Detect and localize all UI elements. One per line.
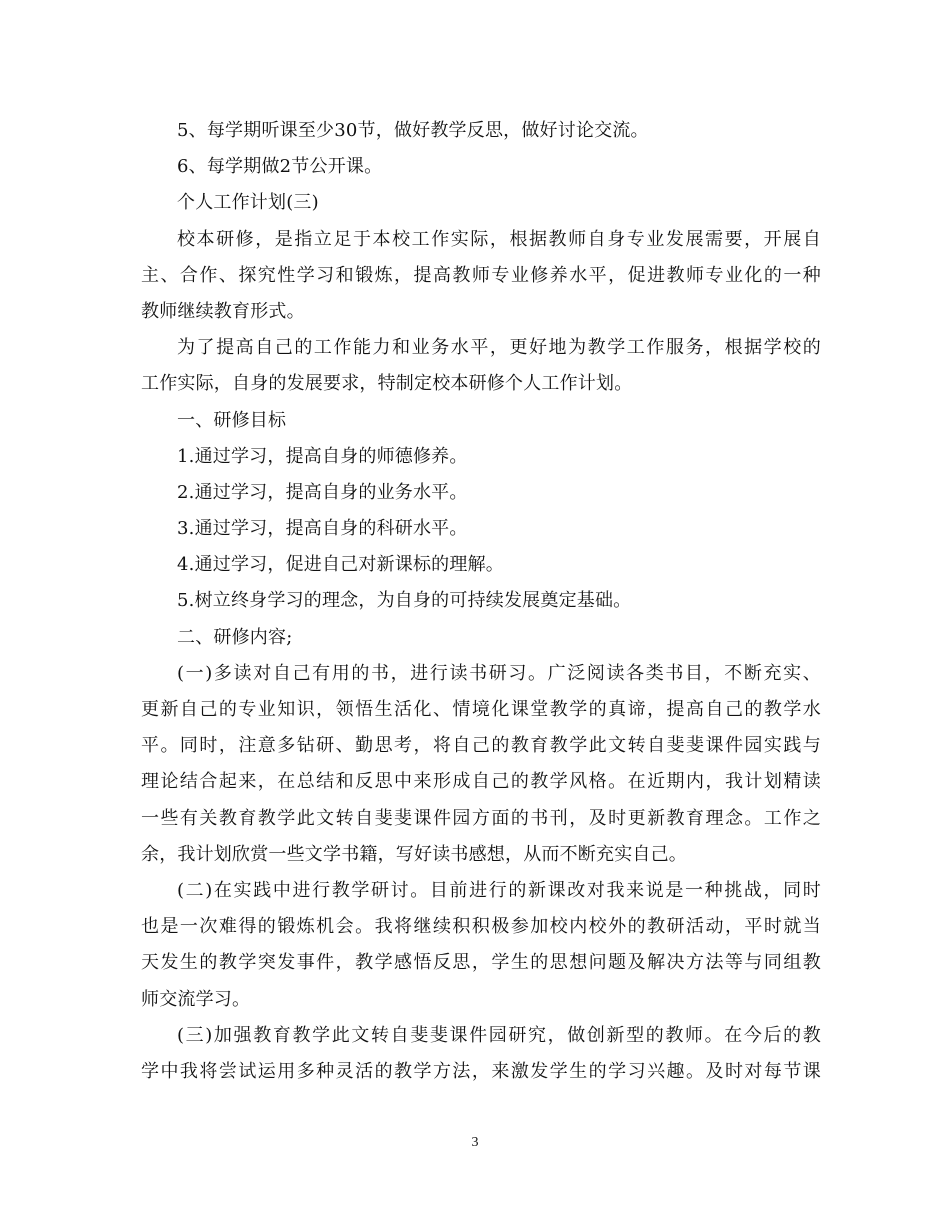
paragraph-line: 校本研修，是指立足于本校工作实际，根据教师自身专业发展需要，开展自	[177, 228, 821, 250]
document-body	[141, 113, 821, 1090]
paragraph-line: 余，我计划欣赏一些文学书籍，写好读书感想，从而不断充实自己。	[141, 843, 687, 865]
section-heading: 一、研修目标	[177, 409, 287, 431]
paragraph-line: 天发生的教学突发事件，教学感悟反思，学生的思想问题及解决方法等与同组教	[141, 952, 821, 974]
paragraph-line: 5、每学期听课至少30节，做好教学反思，做好讨论交流。	[177, 120, 649, 141]
paragraph-line: 主、合作、探究性学习和锻炼，提高教师专业修养水平，促进教师专业化的一种	[141, 264, 821, 286]
paragraph-line: 工作实际，自身的发展要求，特制定校本研修个人工作计划。	[141, 373, 633, 395]
paragraph-line: (三)加强教育教学此文转自斐斐课件园研究，做创新型的教师。在今后的教	[177, 1024, 821, 1046]
list-item: 2.通过学习，提高自身的业务水平。	[177, 481, 468, 503]
section-heading: 个人工作计划(三)	[177, 192, 319, 214]
section-heading: 二、研修内容;	[177, 626, 293, 648]
paragraph-line: 为了提高自己的工作能力和业务水平，更好地为教学工作服务，根据学校的	[177, 337, 821, 359]
list-item: 4.通过学习，促进自己对新课标的理解。	[177, 554, 504, 576]
paragraph-line: 学中我将尝试运用多种灵活的教学方法，来激发学生的学习兴趣。及时对每节课	[141, 1060, 821, 1082]
paragraph-line: (二)在实践中进行教学研讨。目前进行的新课改对我来说是一种挑战，同时	[177, 879, 821, 901]
paragraph-line: 师交流学习。	[141, 988, 251, 1010]
paragraph-line: 一些有关教育教学此文转自斐斐课件园方面的书刊，及时更新教育理念。工作之	[141, 807, 821, 829]
page-number: 3	[471, 1135, 479, 1150]
list-item: 3.通过学习，提高自身的科研水平。	[177, 518, 468, 540]
paragraph-line: 理论结合起来，在总结和反思中来形成自己的教学风格。在近期内，我计划精读	[141, 771, 821, 793]
paragraph-line: 更新自己的专业知识，领悟生活化、情境化课堂教学的真谛，提高自己的教学水	[141, 699, 821, 720]
paragraph-line: (一)多读对自己有用的书，进行读书研习。广泛阅读各类书目，不断充实、	[177, 662, 821, 684]
paragraph-line: 6、每学期做2节公开课。	[177, 156, 383, 178]
paragraph-line: 也是一次难得的锻炼机会。我将继续积积极参加校内校外的教研活动，平时就当	[141, 916, 821, 938]
paragraph-line: 教师继续教育形式。	[141, 300, 305, 322]
paragraph-line: 平。同时，注意多钻研、勤思考，将自己的教育教学此文转自斐斐课件园实践与	[141, 735, 821, 757]
list-item: 1.通过学习，提高自身的师德修养。	[177, 445, 468, 467]
list-item: 5.树立终身学习的理念，为自身的可持续发展奠定基础。	[177, 590, 632, 612]
